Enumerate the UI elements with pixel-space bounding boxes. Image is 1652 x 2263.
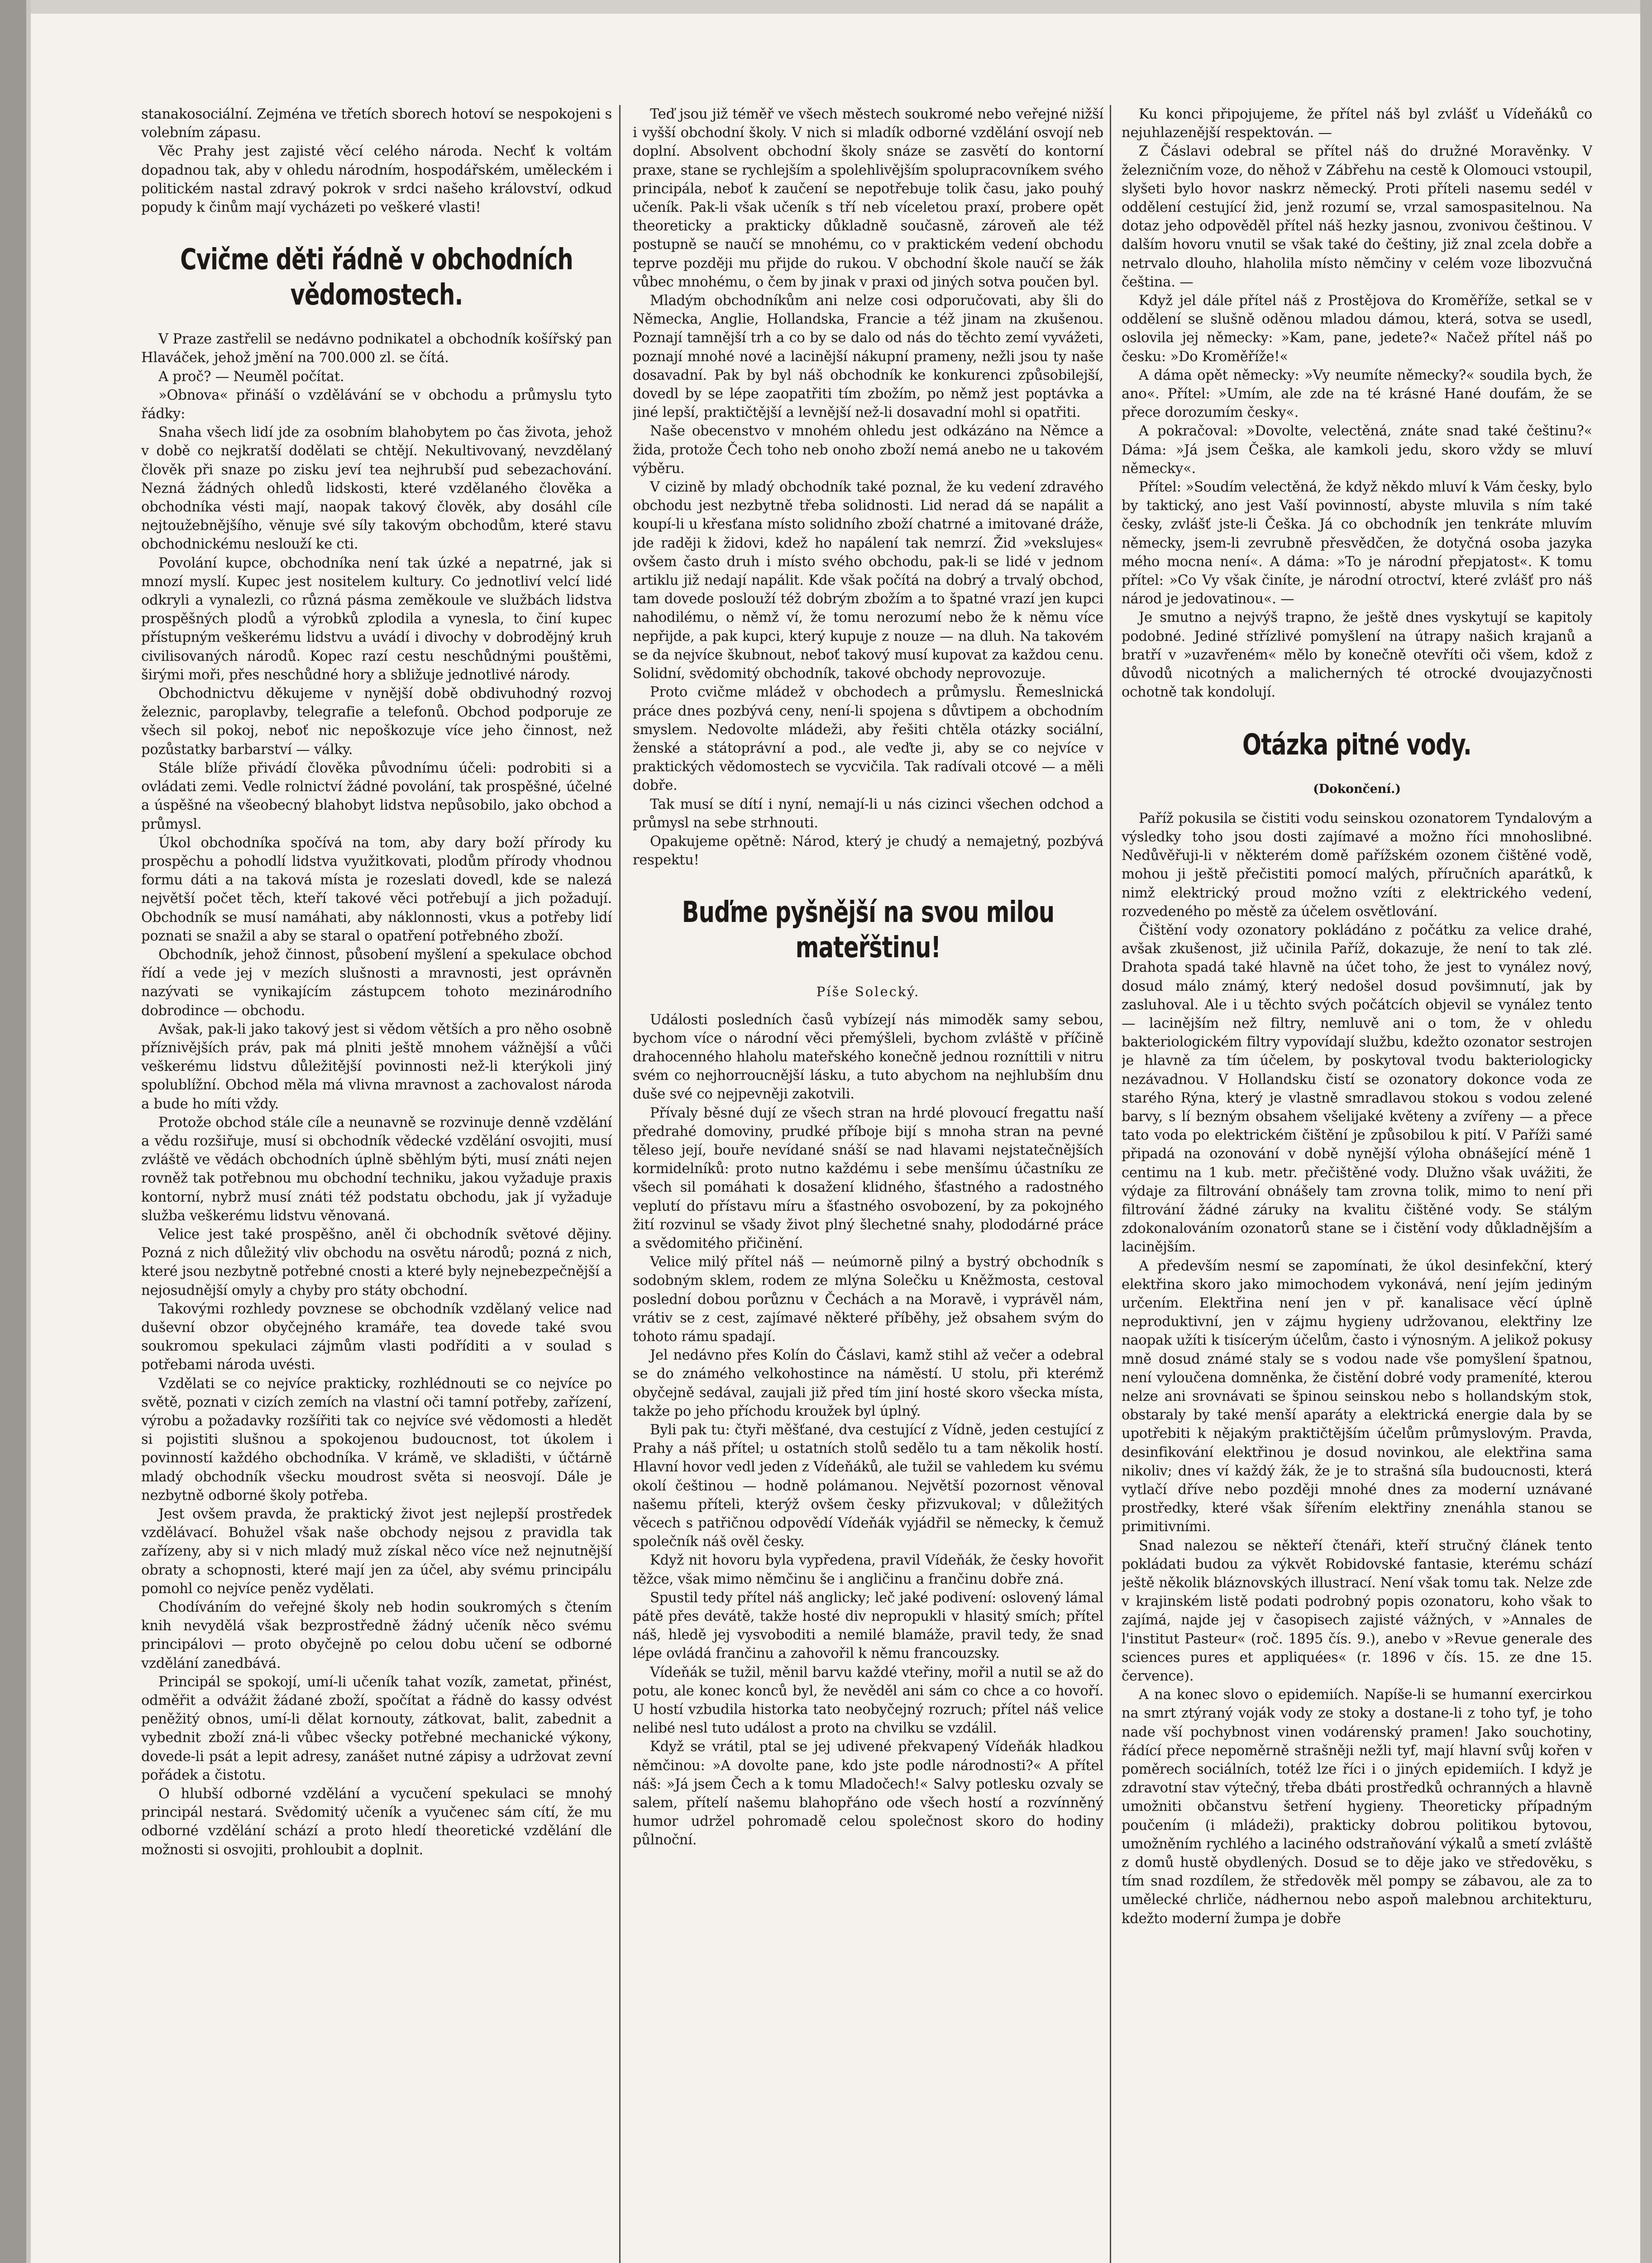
paragraph: Věc Prahy jest zajisté věcí celého národa. Nechť k voltám dopadnou tak, aby v ohledu národním, hospodářském, uměleckém i politickém nastal zdravý pokrok v srdci našeho království, odkud popudy k činům mají vycházeti po veškeré vlasti! [141,143,612,216]
paragraph: stanakosociální. Zejména ve třetích sborech hotoví se nespokojeni s volebním zápasu. [141,106,612,141]
article-author: Píše Solecký. [816,984,920,1000]
paragraph: Přívaly běsné dují ze všech stran na hrdé plovoucí fregattu naší předrahé domoviny, prudké příboje bijí s mnoha stran na pevné těleso její, bouře nevídané snáší se nad hlavami nejstatečnějších kormidelníků: proto nutno každému i sebe menšímu účastníku ze všech sil pomáhati k dosažení klidného, šťastného a radostného veplutí do přístavu míru a šťastného osvobození, by za pokojného žití rozvinul se všady život plný šlechetné snahy, plododárné práce a svědomitého přičinění. [633,1105,1103,1251]
paragraph: Opakujeme opětně: Národ, který je chudý a nemajetný, pozbývá respektu! [633,833,1103,869]
paragraph: A především nesmí se zapomínati, že úkol desinfekční, který elektřina skoro jako mimochodem vykonává, není jejím jediným určením. Elektřina není jen v př. kanalisace věcí úplně neproduktivní, jen v zájmu hygieny udržovanou, elektřiny lze naopak užíti k tisícerým účelům, často i výnosným. A jelikož pokusy mně dosud známé staly se s vodou nade vše pomyšlení špatnou, není vyloučena domněnka, že čistění dobré vody prameníté, kterou nelze ani srovnávati se špinou seinskou nebo s hollandským stok, obstaraly by také menší aparáty a elektrická energie dala by se upotřebiti k nějakým praktičtějším účelům průmyslovým. Pravda, desinfikování elektřinou je dosud novinkou, ale elektřina sama nikoliv; dnes ví každý žák, že je to strašná síla budoucnosti, která vytlačí dříve nebo později mnohé dnes za moderní uznávané prostředky, které však šířením elektřiny znenáhla stanou se primitivními. [1122,1258,1592,1535]
paragraph: Přítel: »Soudím velectěná, že když někdo mluví k Vám česky, bylo by taktický, ano jest Vaší povinností, abyste mluvila s ním také česky, zvlášť jste-li Češka. Já co obchodník jen tenkráte mluvím německy, jsem-li zevrubně přesvědčen, že dotyčná osoba jazyka mého mocna není«. A dáma: »To je národní přepjatost«. K tomu přítel: »Co Vy však činíte, je národní otroctví, které zvlášť pro náš národ je jedovatinou«. — [1122,479,1592,607]
paragraph: Jest ovšem pravda, že praktický život jest nejlepší prostředek vzdělávací. Bohužel však naše obchody nejsou z pravidla tak zařízeny, aby si v nich mladý muž získal něco více než nejnutnější obraty a schopnosti, které mají jen za účel, aby svému principálu pomohl co nejvíce peněz vydělati. [141,1506,612,1597]
paragraph: Je smutno a nejvýš trapno, že ještě dnes vyskytují se kapitoly podobné. Jediné střízlivé pomyšlení na útrapy našich krajanů a bratří v »uzavřeném« mělo by konečně otevříti oči všem, kdož z důvodů nicotných a malicherných té otrocké dvoujazyčnosti ochotně tak kondolují. [1122,610,1592,701]
paragraph: Tak musí se dítí i nyní, nemají-li u nás cizinci všechen odchod a průmysl na sebe strhnouti. [633,796,1103,831]
column-1 [141,105,612,2263]
paragraph: »Obnova« přináší o vzdělávání se v obchodu a průmyslu tyto řádky: [141,387,612,422]
paragraph: Teď jsou již téměř ve všech městech soukromé nebo veřejné nižší i vyšší obchodní školy. V nich si mladík odborné vzdělání osvojí neb doplní. Absolvent obchodní školy snáze se zasvětí do kontorní praxe, stane se rychlejším a spolehlivějším spolupracovníkem svého principála, neboť k zaučení se nepotřebuje tolik času, jako pouhý učeník. Pak-li však učeník s tří neb víceletou praxí, probere opět theoreticky a prakticky důkladně současně, zároveň ale též postupně se naučí se mnohému, co v praktickém vedení obchodu teprve později mu přijde do rukou. V obchodní škole naučí se žák vůbec mnohému, o čem by jinak v praxi od jiných sotva poučen byl. [633,106,1103,290]
paragraph: Principál se spokojí, umí-li učeník tahat vozík, zametat, přinést, odměřit a odvážit žádané zboží, spočítat a řádně do kassy odvést peněžitý obnos, umí-li dělat kornouty, zátkovat, balit, zabednit a vybednit zboží zná-li vůbec všecky potřebné mechanické výkony, dovede-li psát a lepit adresy, zanášet nutné zápisy a udržovat zevní pořádek a čistotu. [141,1674,612,1783]
paragraph: Vídeňák se tužil, měnil barvu každé vteřiny, mořil a nutil se až do potu, ale konec konců byl, že nevěděl ani sám co chce a co hovoří. U hostí vzbudila historka tato neobyčejný rozruch; přítel náš velice nelibé nesl tuto událost a proto na chvilku se vzdálil. [633,1664,1103,1737]
paragraph: Ku konci připojujeme, že přítel náš byl zvlášť u Vídeňáků co nejuhlazenější respektován. — [1122,106,1592,141]
paragraph: Protože obchod stále cíle a neunavně se rozvinuje denně vzdělání a vědu rozšiřuje, musí si obchodník vědecké vzdělání osvojiti, musí zvláště ve vědách obchodních úplně sběhlým býti, musí znáti nejen rovněž tak potřebnou mu obchodní techniku, jakou vyžaduje praxis kontorní, nybrž musí znáti též podstatu obchodu, jak jí vyžaduje služba veškerému lidstvu věnovaná. [141,1114,612,1224]
article-subtitle: (Dokončení.) [1313,782,1401,796]
column-2 [633,105,1103,2263]
paragraph: V Praze zastřelil se nedávno podnikatel a obchodník košířský pan Hlaváček, jehož jmění na 700.000 zl. se čítá. [141,331,612,366]
paragraph: Když nit hovoru byla vypředena, pravil Vídeňák, že česky hovořit těžce, však mimo němčinu še i angličinu a frančinu dobře zná. [633,1552,1103,1587]
column-3 [1122,105,1592,2263]
paragraph: Snaha všech lidí jde za osobním blahobytem po čas života, jehož v době co nejkratší dodělati se chtějí. Nekultivovaný, nevzdělaný člověk při snaze po zisku jeví tea nejhrubší pud sebezachování. Nezná žádných ohledů lidskosti, které vzdělaného člověka a obchodníka vésti mají, naopak takový člověk, aby dosáhl cíle nejtoužebnějšího, věnuje své síly takovým obchodům, které stavu obchodnickému neslouží ke cti. [141,425,612,553]
paragraph: A proč? — Neuměl počítat. [158,368,344,385]
scan-border-top [0,0,1652,14]
paragraph: Byli pak tu: čtyři měšťané, dva cestující z Vídně, jeden cestující z Prahy a náš přítel; u ostatních stolů sedělo tu a tam několik hostí. Hlavní hovor vedl jeden z Vídeňáků, ale tužil se vahledem ku svému okolí češtinou — hodně polámanou. Největší pozornost věnoval našemu příteli, kterýž ovšem česky přizvukoval; v důležitých věcech s patřičnou odpovědí Vídeňák vyjádřil se německy, k čemuž společník náš ověl česky. [633,1422,1103,1550]
paragraph: Paříž pokusila se čistiti vodu seinskou ozonatorem Tyndalovým a výsledky toho jsou dosti zajímavé a možno říci mnohoslibné. Nedůvěřuji-li v některém domě pařížském ozonem čištěné vodě, mohou ji ještě přečistiti pomocí malých, příručních aparátků, k nimž elektrický proud možno vzíti z elektrického vedení, rozvedeného po městě za účelem osvětlování. [1122,810,1592,920]
paragraph: Velice milý přítel náš — neúmorně pilný a bystrý obchodník s sodobným sklem, rodem ze mlýna Solečku u Kněžmosta, cestoval poslední dobou porůznu v Čechách a na Moravě, i vyprávěl nám, vrátiv se z cest, zajímavé některé příběhy, jež obsahem svým do tohoto rámu spadají. [633,1254,1103,1345]
paragraph: Vzdělati se co nejvíce prakticky, rozhlédnouti se co nejvíce po světě, poznati v cizích zemích na vlastní oči tamní potřeby, zařízení, výrobu a požadavky rozšířiti tak co nejvíce své vědomosti a hledět si pojistiti slušnou a spokojenou budoucnost, tot úkolem i povinností každého obchodníka. V krámě, ve skladišti, v účtárně mladý obchodník všecku moudrost světa si neosvojí. Dále je nezbytně odborné školy potřeba. [141,1375,612,1504]
paragraph: Úkol obchodníka spočívá na tom, aby dary boží přírody ku prospěchu a pohodlí lidstva využitkovati, plodům přírody vhodnou formu dáti a na taková místa je rozeslati dovedl, kde se nalezá největší počet těch, kteří takové věci potřebují a jich požadují. Obchodník se musí namáhati, aby náklonnosti, vkus a potřeby lidí poznati se snažil a aby se staral o opatření potřebného zboží. [141,835,612,944]
paragraph: Když jel dále přítel náš z Prostějova do Kroměříže, setkal se v oddělení se slušně oděnou mladou dámou, která, sotva se usedl, oslovila jej německy: »Kam, pane, jedete?« Načež přítel náš po česku: »Do Kroměříže!« [1122,293,1592,365]
scan-border-left-inner [26,0,31,2263]
paragraph: Z Čáslavi odebral se přítel náš do družné Moravěnky. V železničním voze, do něhož v Zábřehu na cestě k Olomouci vstoupil, slyšeti bylo hovor naskrz německý. Proti příteli nasemu sedél v oddělení cestující žid, jenž rozumí se, vrzal samospasitelnou. Na dotaz jeho odpověděl přítel náš hezky jasnou, zvonivou češtinou. V dalším hovoru vnutil se však také do češtiny, již znal zcela dobře a netrvalo dlouho, hlaholila místo němčiny v celém voze libozvučná čeština. — [1122,143,1592,290]
article-title-materstina: Buďme pyšnější na svou milou mateřštinu! [682,896,1055,965]
paragraph: Jel nedávno přes Kolín do Čáslavi, kamž stihl až večer a odebral se do známého velkohostince na náměstí. U stolu, při kterémž obyčejně sedával, zaujali již před tím jiní hosté skoro všecka místa, takže po jeho příchodu kroužek byl úplný. [633,1347,1103,1419]
paragraph: O hlubší odborné vzdělání a vycučení spekulaci se mnohý principál nestará. Svědomitý učeník a vyučenec sám cítí, že mu odborné vzdělání schází a proto hledí theoretické vzdělání dle možnosti si osvojiti, prohloubit a doplnit. [141,1786,612,1858]
paragraph: Chodíváním do veřejné školy neb hodin soukromých s čtením knih nevydělá však bezprostředně žádný učeník něco svému principálovi — proto obyčejně po celou dobu učení se odborné vzdělání zanedbává. [141,1599,612,1671]
paragraph: Povolání kupce, obchodníka není tak úzké a nepatrné, jak si mnozí myslí. Kupec jest nositelem kultury. Co jednotliví velcí lidé odkryli a vynalezli, co různá pásma zeměkoule ve službách lidstva prospěšných plodů a výrobků zplodila a vynesla, to činí kupec přístupným veškerému lidstvu a uvádí i divochy v dobrodějný kruh civilisovaných národů. Kopec razí cestu neschůdnými pouštěmi, širými moři, přes neschůdné hory a sbližuje jednotlivé národy. [141,555,612,683]
article-title-pitna-voda: Otázka pitné vody. [1242,728,1472,762]
paragraph: Události posledních časů vybízejí nás mimoděk samy sebou, bychom více o národní věci přemýšleli, bychom zvláště v příčině drahocenného hlaholu mateřského konečně jednou rozníttili v nitru svém co nejhorroucnější lásku, a tuto abychom na nejhlubším dnu duše své co nejpevněji zakotvili. [633,1012,1103,1103]
scan-border-left [0,0,26,2263]
paragraph: A na konec slovo o epidemiích. Napíše-li se humanní exercirkou na smrt ztýraný voják vody ze stoky a dostane-li z toho tyf, je toho nade vší pochybnost vinen vodárenský pramen! Jako souchotiny, řádící přece nepoměrně strašněji nežli tyf, mají hlavní svůj kořen v poměrech sociálních, totéž lze říci i o jiných epidemiích. I když je zdravotní stav výtečný, třeba dbáti prostředků ochranných a hlavně umožniti občanstvu šetření hygieny. Theoreticky případným poučením (i mládeži), prakticky dobrou politikou bytovou, umožněním rychlého a laciného odstraňování výkalů a smetí zvláště z domů hustě obydlených. Dosud se to děje jako ve středověku, s tím snad rozdílem, že středověk měl pompy se zábavou, ale za to umělecké chrliče, nádhernou nebo aspoň malebnou architekturu, kdežto moderní žumpa je dobře [1122,1687,1592,1927]
paragraph: Když se vrátil, ptal se jej udivené překvapený Vídeňák hladkou němčinou: »A dovolte pane, kdo jste podle národnosti?« A přítel náš: »Já jsem Čech a k tomu Mladočech!« Salvy potlesku ozvaly se salem, přítelí našemu blahopřáno ode všech hostí a rozvínněný humor udržel pohromadě celou společnost skoro do hodiny půlnoční. [633,1739,1103,1848]
paragraph: Proto cvičme mládež v obchodech a průmyslu. Řemeslnická práce dnes pozbývá ceny, není-li spojena s důvtipem a obchodním smyslem. Nedovolte mládeži, aby řešiti chtěla otázky sociální, ženské a státoprávní a pod., ale veďte ji, aby se co nejvíce v praktických vědomostech se vycvičila. Tak radívali otcové — a měli dobře. [633,684,1103,794]
paragraph: Stále blíže přivádí člověka původnímu účeli: podrobiti si a ovládati zemi. Vedle rolnictví žádné povolání, tak prospěšné, účelné a úspěšné na všeobecný blahobyt lidstva nepůsobilo, jako obchod a průmysl. [141,760,612,832]
column-rule-2 [1110,105,1111,2263]
paragraph: Avšak, pak-li jako takový jest si vědom větších a pro něho osobně příznivějších práv, pak má plniti ještě mnohem vážnější a vůči veškerému lidstvu důležitější povinnosti než-li kterýkoli jiný spolublížní. Obchod měla má vlivna mravnost a zachovalost národa a bude ho míti vždy. [141,1021,612,1112]
paragraph: Snad nalezou se někteří čtenáři, kteří stručný článek tento pokládati budou za výkvět Robidovské fantasie, kterému schází ještě několik bláznovských illustrací. Není však tomu tak. Nelze zde v krajinském listě podati podrobný popis ozonatoru, koho však to zajímá, najde jej v časopisech zajisté vážných, v »Annales de l'institut Pasteur« (roč. 1895 čís. 9.), anebo v »Revue generale des sciences pures et appliquées« (r. 1896 v čís. 15. ze dne 15. července). [1122,1537,1592,1685]
paragraph: V cizině by mladý obchodník také poznal, že ku vedení zdravého obchodu jest nezbytně třeba solidnosti. Lid nerad dá se napálit a koupí-li u křesťana místo solidního zboží chatrné a imitované dráže, jde raději k židovi, kdež ho napálení tak nemrzí. Žid »vekslujes« ovšem často druh i místo svého obchodu, pak-li se lidé v jednom artiklu již nedají napálit. Kde však počítá na dobrý a trvalý obchod, tam dovede poslouží též dobrým zbožím a to špatné vrazí jen kupci nahodilému, o němž ví, že tomu nerozumí nebo že k němu více nepřijde, a pak kupci, který kupuje z nouze — na dluh. Na takovém se da nejvíce škubnout, neboť takový musí kupovat za každou cenu. Solidní, svědomitý obchodník, takové obchody neprovozuje. [633,479,1103,682]
article-title-obchodni-vedomosti: Cvičme děti řádně v obchodních vědomostech. [180,243,573,312]
paragraph: Spustil tedy přítel náš anglicky; leč jaké podivení: oslovený lámal pátě přes devátě, takže hosté div nepropukli v hlasitý smích; přítel náš, hledě jej vysvoboditi a nemilé blamáže, pravil tedy, že snad lépe ovládá frančinu a zahovořil k němu francouzsky. [633,1590,1103,1662]
paragraph: A pokračoval: »Dovolte, velectěná, znáte snad také češtinu?« Dáma: »Já jsem Češka, ale kamkoli jedu, skoro vždy se mluví německy«. [1122,423,1592,477]
paragraph: Mladým obchodníkům ani nelze cosi odporučovati, aby šli do Německa, Anglie, Hollandska, Francie a též jinam na zkušenou. Poznají tamnější trh a co by se dalo od nás do těchto zemí vyvážeti, poznají mnohé nové a lacinější nákupní prameny, nežli jsou ty naše dosavadní. Pak by byl náš obchodník ke konkurenci způsobilejší, dovedl by se lépe zaopatřiti tím zbožím, po němž jest poptávka a jiné lepší, praktičtější a levnější než-li dosavadní mohl si opatřiti. [633,293,1103,421]
paragraph: Velice jest také prospěšno, aněl či obchodník světové dějiny. Pozná z nich důležitý vliv obchodu na osvětu národů; pozná z nich, které jsou nezbytně potřebné cnosti a které byly nejnebezpečnější a nejosudnější omyly a chyby pro státy obchodní. [141,1226,612,1299]
paragraph: Takovými rozhledy povznese se obchodník vzdělaný velice nad duševní obzor obyčejného kramáře, tea dovede také svou soukromou spekulaci zájmům vlasti podříditi a v soulad s potřebami národa uvésti. [141,1301,612,1373]
column-rule-1 [619,105,621,2263]
scan-border-right [1640,0,1652,2263]
paragraph: Obchodnictvu děkujeme v nynější době obdivuhodný rozvoj železnic, paroplavby, telegrafie a telefonů. Obchod podporuje ze všech sil pokoj, neboť nic nepoškozuje více jeho činnost, než pozůstatky barbarství — války. [141,686,612,758]
paragraph: Naše obecenstvo v mnohém ohledu jest odkázáno na Němce a žida, protože Čech toho neb onoho zboží nemá anebo ne u takovém výběru. [633,423,1103,477]
paragraph: A dáma opět německy: »Vy neumíte německy?« soudila bych, že ano«. Přítel: »Umím, ale zde na té krásné Hané doufám, že se přece dorozumím česky«. [1122,367,1592,421]
paragraph: Čištění vody ozonatory pokládáno z počátku za velice drahé, avšak zkušenost, již učinila Paříž, dokazuje, že není to tak zlé. Drahota spadá také hlavně na účet toho, že jest to vynález nový, dosud málo známý, který nedošel dosud povšimnutí, jak by zasluhoval. Ale i u těchto svých počátcích objevil se vynález tento — lacinějším než filtry, nemluvě ani o tom, že v ohledu bakteriologickém filtry vypovídají službu, kdežto ozonator sestrojen je hlavně za tím účelem, by poskytoval tvodu bakteriologicky nezávadnou. V Hollandsku čistí se ozonatory dokonce voda ze starého Rýna, který je vlastně smradlavou stokou s vodou zelené barvy, s lí bezným obsahem všelijaké květeny a zvířeny — a přece tato voda po elektrickém čištění je způsobilou k pití. V Paříži samé připadá na ozonování v době nynější výloha obnášející méně 1 centimu na 1 kub. metr. přečištěné vody. Dlužno však uvážiti, že výdaje za filtrování obnášely tam zrovna tolik, mimo to není při filtrování žádné záruky na kvalitu čištěné vody. Se stálým zdokonalováním ozonatorů stane se i čistění vody důkladnějším a lacinějším. [1122,922,1592,1256]
paragraph: Obchodník, jehož činnost, působení myšlení a spekulace obchod řídí a vede jej v mezích slušnosti a mravnosti, jest oprávněn nazývati se vynikajícím zástupcem tohoto mezinárodního dobrodince — obchodu. [141,946,612,1019]
